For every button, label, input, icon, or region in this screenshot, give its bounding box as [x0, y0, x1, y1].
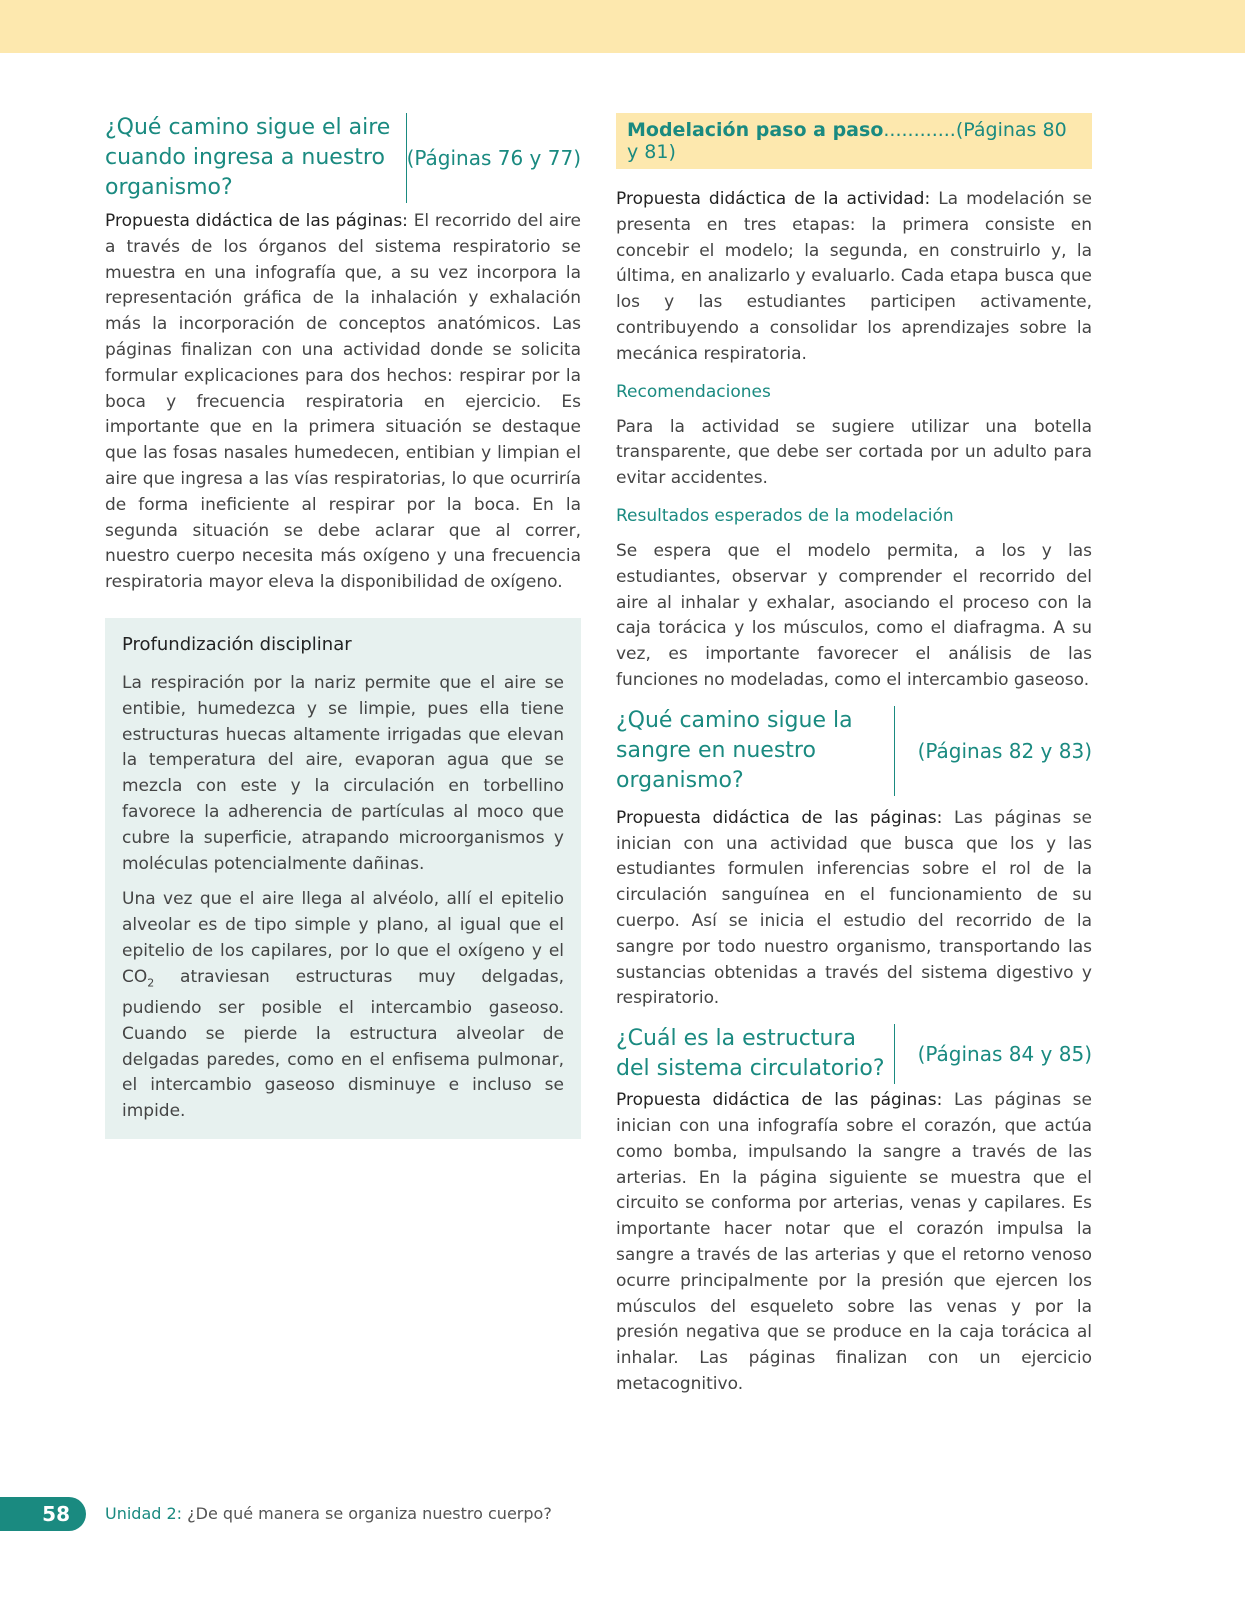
- lead-label: Propuesta didáctica de las páginas:: [616, 807, 943, 828]
- top-banner: [0, 0, 1245, 53]
- right-column: [616, 113, 1092, 1398]
- page-number-tab: [0, 1497, 86, 1531]
- lead-label: Propuesta didáctica de las páginas:: [616, 1090, 943, 1111]
- section-text: [105, 209, 581, 596]
- section-text: [616, 806, 1092, 1012]
- paragraph-text: El recorrido del aire a través de los órganos del sistema respiratorio se muestra en una infografía que, a su vez incorpora la representación gráfica de la inhalación y exhalación más la incorporación de conceptos anatómicos. Las páginas finalizan con una actividad donde se solicita formular explicaciones para dos hechos: respirar por la boca y frecuencia respiratoria en ejercicio. Es importante que en la primera situación se destaque que las fosas nasales humedecen, entibian y limpian el aire que ingresa a las vías respiratorias, lo que ocurriría de forma ineficiente al respirar por la boca. En la segunda situación se debe aclarar que al correr, nuestro cuerpo necesita más oxígeno y una frecuencia respiratoria mayor eleva la disponibilidad de oxígeno.: [105, 211, 582, 593]
- section-heading: [616, 1024, 1092, 1084]
- left-column: [105, 113, 581, 1139]
- recommendations-text: Para la actividad se sugiere utilizar una botella transparente, que debe ser cortada por un adulto para evitar accidentes.: [616, 416, 1092, 489]
- box-paragraph-1: La respiración por la nariz permite que el aire se entibie, humedezca y se limpie, pues ella tiene estructuras huecas altamente irrigadas que elevan la temperatura del aire, evaporan agua que se mezcla con este y la circulación en torbellino favorece la adherencia de partículas al moco que cubre la superficie, atrapando microorganismos y moléculas potencialmente dañinas.: [122, 672, 564, 874]
- step-dots: ............: [883, 119, 956, 141]
- paragraph-text: La modelación se presenta en tres etapas: la primera consiste en concebir el modelo; la segunda, en construirlo y, la última, en analizarlo y evaluarlo. Cada etapa busca que los y las estudiantes participen activamente, contribuyendo a consolidar los aprendizajes sobre la mecánica respiratoria.: [616, 189, 1092, 364]
- lead-label: Propuesta didáctica de la actividad:: [616, 189, 931, 209]
- activity-text: [616, 187, 1092, 368]
- step-pages: (Páginas 80 y 81): [627, 119, 1067, 163]
- page-footer: [0, 1497, 1245, 1531]
- discipline-box: [105, 618, 581, 1139]
- section-pages: (Páginas 82 y 83): [917, 738, 1092, 763]
- results-heading: Resultados esperados de la modelación: [616, 505, 954, 526]
- box-title: Profundización disciplinar: [122, 633, 352, 655]
- section-title: ¿Cuál es la estructura del sistema circulatorio?: [616, 1024, 895, 1084]
- subscript: 2: [147, 976, 155, 990]
- lead-label: Propuesta didáctica de las páginas:: [105, 211, 408, 231]
- footer-unit: [105, 1504, 552, 1523]
- box-paragraph-2: [122, 887, 564, 1125]
- section-pages: (Páginas 84 y 85): [917, 1042, 1092, 1067]
- section-title: ¿Qué camino sigue la sangre en nuestro organismo?: [616, 706, 895, 796]
- box-text-b: atraviesan estructuras muy delgadas, pudiendo ser posible el intercambio gaseoso. Cuando se pierde la estructura alveolar de delgadas paredes, como en el enfisema pulmonar, el intercambio gaseoso disminuye e incluso se impide.: [122, 966, 564, 1122]
- step-banner: [616, 113, 1092, 169]
- box-text-a: Una vez que el aire llega al alvéolo, allí el epitelio alveolar es de tipo simple y plano, al igual que el epitelio de los capilares, por lo que el oxígeno y el CO: [122, 889, 564, 987]
- page-number: 58: [42, 1502, 70, 1526]
- section-pages: (Páginas 76 y 77): [406, 146, 581, 170]
- section-heading: [616, 706, 1092, 796]
- step-title: Modelación paso a paso: [627, 119, 884, 141]
- section-heading: [105, 113, 581, 203]
- paragraph-text: Las páginas se inician con una actividad que busca que los y las estudiantes formulen inferencias sobre el rol de la circulación sanguínea en el funcionamiento de su cuerpo. Así se inicia el estudio del recorrido de la sangre por todo nuestro organismo, transportando las sustancias obtenidas a través del sistema digestivo y respiratorio.: [616, 807, 1092, 1009]
- results-text: Se espera que el modelo permita, a los y las estudiantes, observar y comprender el recorrido del aire al inhalar y exhalar, asociando el proceso con la caja torácica y los músculos, como el diafragma. A su vez, es importante favorecer el análisis de las funciones no modeladas, como el intercambio gaseoso.: [616, 540, 1092, 690]
- section-title: ¿Qué camino sigue el aire cuando ingresa a nuestro organismo?: [105, 113, 407, 203]
- unit-label: Unidad 2:: [105, 1504, 183, 1523]
- unit-title: ¿De qué manera se organiza nuestro cuerpo?: [187, 1504, 552, 1523]
- section-text: [616, 1088, 1092, 1398]
- paragraph-text: Las páginas se inician con una infografía sobre el corazón, que actúa como bomba, impulsando la sangre a través de las arterias. En la página siguiente se muestra que el circuito se conforma por arterias, venas y capilares. Es importante hacer notar que el corazón impulsa la sangre a través de las arterias y que el retorno venoso ocurre principalmente por la presión que ejercen los músculos del esqueleto sobre las venas y por la presión negativa que se produce en la caja torácica al inhalar. Las páginas finalizan con un ejercicio metacognitivo.: [616, 1090, 1092, 1394]
- recommendations-heading: Recomendaciones: [616, 381, 771, 402]
